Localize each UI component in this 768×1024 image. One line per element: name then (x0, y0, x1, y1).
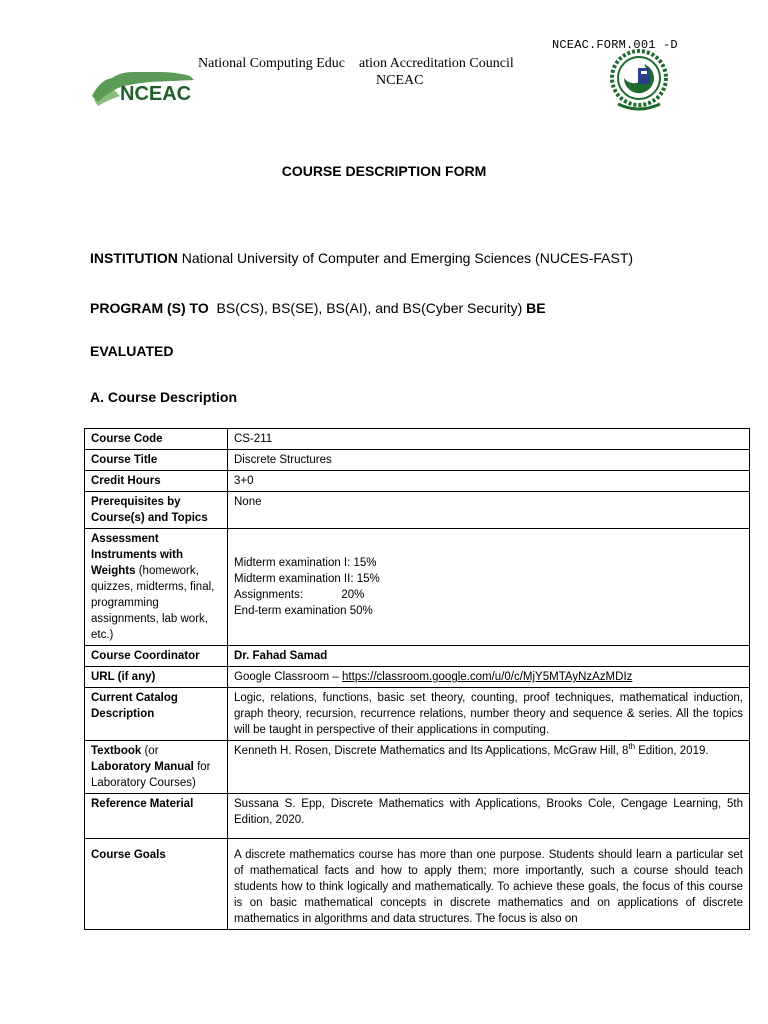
assessment-value (228, 529, 750, 646)
assessment-item: Midterm examination II: 15% (234, 573, 380, 585)
coordinator-value: Dr. Fahad Samad (228, 646, 750, 667)
assessment-label-rest: (homework, quizzes, midterms, final, programming assignments, lab work, etc.) (91, 565, 215, 641)
reference-value: Sussana S. Epp, Discrete Mathematics with Applications, Brooks Cole, Cengage Learning, 5th Edition, 2020. (228, 794, 750, 839)
assessment-item: End-term examination 50% (234, 605, 373, 617)
section-heading: A. Course Description (90, 389, 238, 405)
table-row (85, 667, 750, 688)
nceac-logo (90, 66, 198, 108)
assessment-label-bold: Assessment Instruments with Weights (91, 533, 184, 577)
textbook-label-bold: Textbook (91, 745, 142, 757)
table-row (85, 794, 750, 839)
prerequisites-value: None (228, 492, 750, 529)
lab-manual-label-rest: for Laboratory Courses) (91, 761, 211, 789)
table-row (85, 741, 750, 794)
course-code-label: Course Code (85, 429, 228, 450)
program-value: BS(CS), BS(SE), BS(AI), and BS(Cyber Security) (216, 300, 523, 316)
reference-label: Reference Material (85, 794, 228, 839)
course-description-table (84, 428, 750, 930)
course-title-label: Course Title (85, 450, 228, 471)
table-row (85, 429, 750, 450)
form-id: NCEAC.FORM.001 -D (552, 38, 678, 52)
credit-hours-label: Credit Hours (85, 471, 228, 492)
classroom-link[interactable]: https://classroom.google.com/u/0/c/MjY5MTAyNzAzMDIz (342, 671, 633, 683)
course-title-value: Discrete Structures (228, 450, 750, 471)
institution-label: INSTITUTION (90, 250, 178, 266)
institution-value: National University of Computer and Emerging Sciences (NUCES-FAST) (181, 250, 634, 266)
program-label-line2: EVALUATED (90, 343, 174, 359)
textbook-label (85, 741, 228, 794)
textbook-value-tail: Edition, 2019. (635, 745, 709, 757)
catalog-label: Current Catalog Description (85, 688, 228, 741)
lab-manual-label-bold: Laboratory Manual (91, 761, 194, 773)
url-value (228, 667, 750, 688)
program-label-tail: BE (526, 300, 546, 316)
table-row (85, 529, 750, 646)
program-line (90, 300, 546, 316)
form-title: COURSE DESCRIPTION FORM (281, 163, 487, 179)
table-row (85, 471, 750, 492)
institution-line (90, 250, 633, 266)
assessment-item: Midterm examination I: 15% (234, 557, 377, 569)
council-name: National Computing Educ ation Accreditation Council (198, 56, 514, 71)
textbook-value-main: Kenneth H. Rosen, Discrete Mathematics and Its Applications, McGraw Hill, 8 (234, 745, 629, 757)
council-abbr: NCEAC (376, 73, 424, 88)
nceac-logo-text: NCEAC (120, 83, 192, 105)
credit-hours-value: 3+0 (228, 471, 750, 492)
prerequisites-label: Prerequisites by Course(s) and Topics (85, 492, 228, 529)
coordinator-label: Course Coordinator (85, 646, 228, 667)
goals-value: A discrete mathematics course has more than one purpose. Students should learn a particular set of mathematical facts and how to apply them; more importantly, such a course should teach students how to think logically and mathematically. To achieve these goals, the focus of this course is on basic mathematical concepts in discrete mathematics and on applications of discrete mathematics in algorithms and data structures. The focus is also on (228, 839, 750, 930)
catalog-value: Logic, relations, functions, basic set theory, counting, proof techniques, mathematical induction, graph theory, recursion, recurrence relations, number theory and sequence & series. All the topics will be taught in perspective of their applications in computing. (228, 688, 750, 741)
goals-label: Course Goals (85, 839, 228, 930)
assessment-item: Assignments: 20% (234, 589, 365, 601)
table-row (85, 688, 750, 741)
program-label: PROGRAM (S) TO (90, 300, 209, 316)
table-row (85, 646, 750, 667)
textbook-label-rest: (or (144, 745, 159, 757)
course-code-value: CS-211 (228, 429, 750, 450)
textbook-value (228, 741, 750, 794)
url-label: URL (if any) (85, 667, 228, 688)
assessment-label (85, 529, 228, 646)
textbook-edition-sup: th (628, 742, 636, 752)
url-prefix: Google Classroom – (234, 671, 343, 683)
table-row (85, 492, 750, 529)
table-row (85, 450, 750, 471)
table-row (85, 839, 750, 930)
hec-emblem (600, 48, 678, 112)
